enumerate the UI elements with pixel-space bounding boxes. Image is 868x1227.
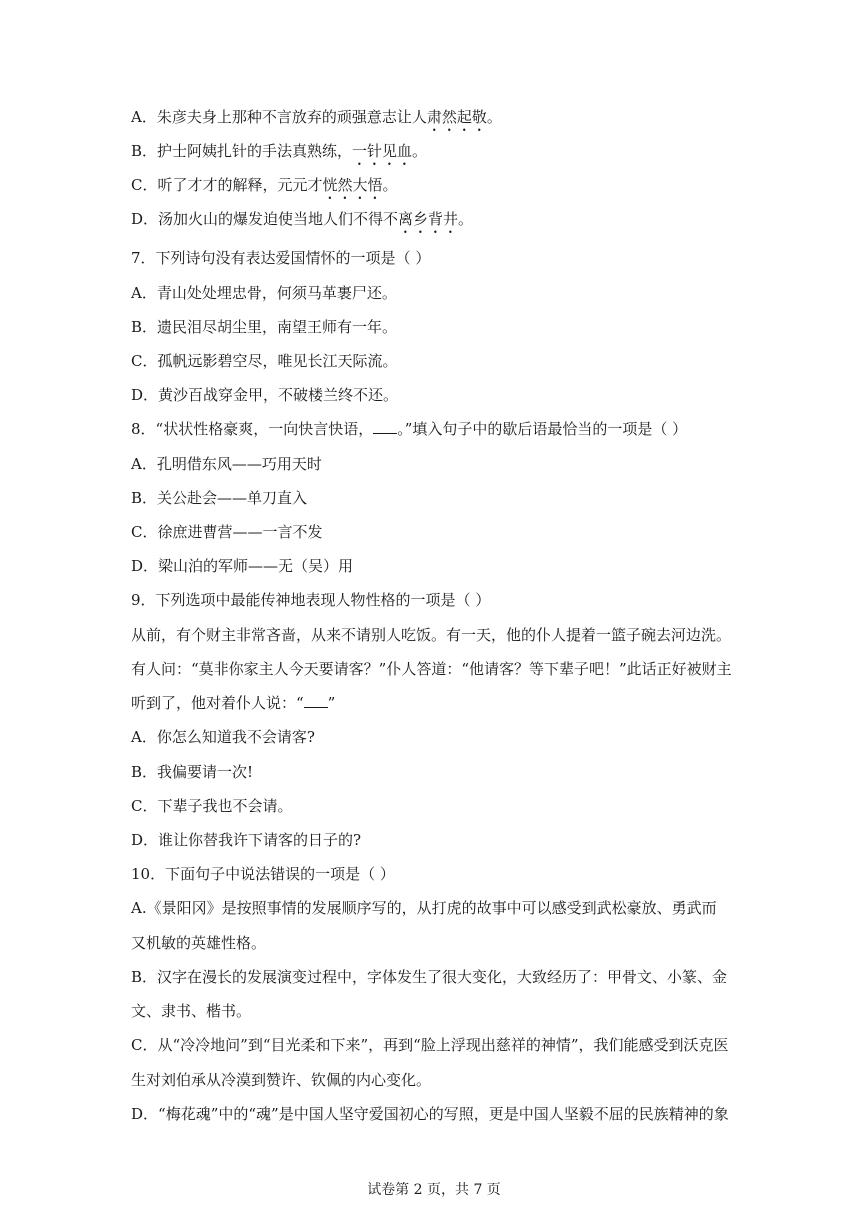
- q8-stem: [131, 419, 687, 439]
- q6-option-b-end: 。: [412, 142, 428, 160]
- q10-option-a-line-2: 又机敏的英雄性格。: [131, 934, 267, 952]
- q6-option-b-text: B．护士阿姨扎针的手法真熟练，: [131, 142, 353, 160]
- q6-option-a-end: 。: [486, 108, 502, 126]
- q6-option-a-text: A．朱彦夫身上那种不言放弃的顽强意志让人: [131, 108, 427, 126]
- q9-passage-text: 听到了，他对着仆人说：“: [131, 694, 304, 712]
- q9-answer-blank: [304, 693, 328, 708]
- q6-option-b-emphasis: 一针见血: [352, 142, 413, 160]
- q7-option-a: A．青山处处埋忠骨，何须马革裹尸还。: [131, 284, 397, 302]
- q9-passage-end: ”: [327, 694, 336, 712]
- q10-option-b-line-2: 文、隶书、楷书。: [131, 1002, 252, 1020]
- q8-stem-text: 8．“状状性格豪爽，一向快言快语，: [131, 420, 374, 438]
- q8-option-d: D．梁山泊的军师——无（吴）用: [131, 557, 354, 575]
- q6-option-b: [131, 141, 427, 169]
- q10-stem: 10．下面句子中说法错误的一项是（ ）: [131, 865, 395, 883]
- q6-option-d: [131, 209, 473, 237]
- q8-answer-blank: [373, 419, 397, 434]
- q9-option-d: D．谁让你替我许下请客的日子的?: [131, 831, 362, 849]
- q8-option-a: A．孔明借东风——巧用天时: [131, 455, 322, 473]
- q8-option-b: B．关公赴会——单刀直入: [131, 489, 308, 507]
- q9-stem: 9．下列选项中最能传神地表现人物性格的一项是（ ）: [131, 591, 491, 609]
- q10-option-d-line-1: D．“梅花魂”中的“魂”是中国人坚守爱国初心的写照，更是中国人坚毅不屈的民族精神的象: [131, 1105, 729, 1123]
- q9-option-c: C．下辈子我也不会请。: [131, 797, 293, 815]
- page-footer: 试卷第 2 页，共 7 页: [367, 1182, 501, 1198]
- q10-option-a-line-1: A.《景阳冈》是按照事情的发展顺序写的，从打虎的故事中可以感受到武松豪放、勇武而: [131, 899, 717, 917]
- q9-option-a: A．你怎么知道我不会请客?: [131, 728, 315, 746]
- q10-option-c-line-1: C．从“冷冷地问”到“目光柔和下来”，再到“脸上浮现出慈祥的神情”，我们能感受到沃克医: [131, 1036, 729, 1054]
- q6-option-c-emphasis: 恍然大悟: [322, 176, 383, 194]
- q6-option-d-emphasis: 离乡背井: [398, 210, 459, 228]
- q6-option-a: [131, 107, 502, 135]
- q8-option-c: C．徐庶进曹营——一言不发: [131, 523, 323, 541]
- q6-option-c-text: C．听了才才的解释，元元才: [131, 176, 323, 194]
- q6-option-a-emphasis: 肃然起敬: [426, 108, 487, 126]
- q10-option-b-line-1: B．汉字在漫长的发展演变过程中，字体发生了很大变化，大致经历了：甲骨文、小篆、金: [131, 968, 728, 986]
- q7-stem: 7．下列诗句没有表达爱国情怀的一项是（ ）: [131, 249, 431, 267]
- q9-passage-line-3: [131, 693, 335, 713]
- q9-passage-line-2: 有人问：“莫非你家主人今天要请客？”仆人答道：“他请客？等下辈子吧！”此话正好被财主: [131, 660, 732, 678]
- q7-option-d: D．黄沙百战穿金甲，不破楼兰终不还。: [131, 386, 399, 404]
- q6-option-c-end: 。: [382, 176, 398, 194]
- q9-option-b: B．我偏要请一次!: [131, 763, 254, 781]
- q6-option-d-end: 。: [458, 210, 474, 228]
- q10-option-c-line-2: 生对刘伯承从冷漠到赞许、钦佩的内心变化。: [131, 1071, 432, 1089]
- q8-stem-text-end: 。”填入句子中的歇后语最恰当的一项是（ ）: [397, 420, 688, 438]
- q7-option-b: B．遗民泪尽胡尘里，南望王师有一年。: [131, 318, 398, 336]
- q6-option-c: [131, 175, 398, 203]
- q7-option-c: C．孤帆远影碧空尽，唯见长江天际流。: [131, 352, 398, 370]
- q6-option-d-text: D．汤加火山的爆发迫使当地人们不得不: [131, 210, 399, 228]
- q9-passage-line-1: 从前，有个财主非常吝啬，从来不请别人吃饭。有一天，他的仆人提着一篮子碗去河边洗。: [131, 626, 732, 644]
